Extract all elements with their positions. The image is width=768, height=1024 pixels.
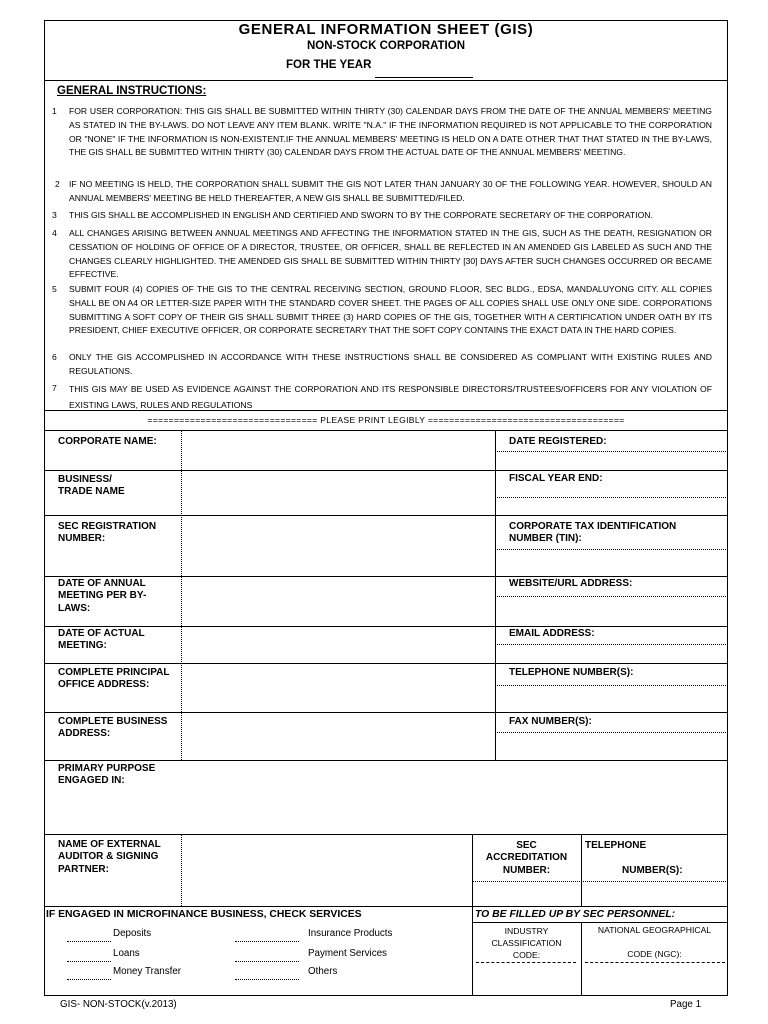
corporate-name-label: CORPORATE NAME:: [58, 436, 157, 447]
form-subtitle: NON-STOCK CORPORATION: [306, 40, 466, 52]
instruction-text: THIS GIS MAY BE USED AS EVIDENCE AGAINST THE CORPORATION AND ITS RESPONSIBLE DIRECTORS/TRUSTEES/OFFICERS FOR ANY VIOLATION OF EXISTING LAWS, RULES AND REGULATIONS: [69, 384, 712, 410]
instructions-title: GENERAL INSTRUCTIONS:: [57, 85, 207, 97]
divider: [44, 410, 728, 411]
principal-office-input[interactable]: [182, 664, 494, 711]
email-label: EMAIL ADDRESS:: [509, 628, 595, 639]
instruction-text: IF NO MEETING IS HELD, THE CORPORATION SHALL SUBMIT THE GIS NOT LATER THAN JANUARY 30 OF THE FOLLOWING YEAR. HOWEVER, SHOULD AN ANNUAL MEMBERS' MEETING BE HELD THEREAFTER, A NEW GIS SHALL BE SUBMITTED/FILED.: [69, 179, 712, 203]
print-legibly-banner: ================================ PLEASE PRINT LEGIBLY =====================================: [147, 415, 625, 425]
email-input[interactable]: [495, 644, 728, 645]
sec-registration-input[interactable]: [182, 516, 494, 575]
ngc-label-1: NATIONAL GEOGRAPHICAL: [597, 925, 712, 935]
form-version: GIS- NON-STOCK(v.2013): [60, 999, 177, 1010]
telephone-numbers-sub-label: NUMBER(S):: [622, 865, 683, 876]
for-the-year-label: FOR THE YEAR: [286, 59, 372, 71]
divider: [44, 80, 728, 81]
business-address-input[interactable]: [182, 713, 494, 759]
business-address-label: COMPLETE BUSINESS ADDRESS:: [58, 716, 168, 740]
fax-numbers-label: FAX NUMBER(S):: [509, 716, 592, 727]
instruction-text: FOR USER CORPORATION: THIS GIS SHALL BE SUBMITTED WITHIN THIRTY (30) CALENDAR DAYS FROM THE DATE OF THE ANNUAL MEMBERS' MEETING AS STATED IN THE BY-LAWS. DO NOT LEAVE ANY ITEM BLANK. WRITE "N.A." IF THE INFORMATION REQUIRED IS NOT APPLICABLE TO THE CORPORATION OR "NONE" IF THE INFORMATION IS NON-EXISTENT.IF THE ANNUAL MEMBERS' MEETING IS HELD ON A DATE OTHER THAT THAT STATED IN THE BY-LAWS, THE GIS SHALL BE SUBMITTED WITHIN THIRTY (30) CALENDAR DAYS FROM THE ACTUAL DATE OF THE ANNUAL MEMBERS' MEETING.: [69, 106, 712, 158]
ngc-label-2: CODE (NGC):: [627, 949, 682, 959]
column-divider: [581, 834, 582, 906]
website-input[interactable]: [495, 596, 728, 597]
instruction-number: 2: [55, 179, 60, 189]
row-divider: [44, 906, 728, 907]
telephone-input[interactable]: [495, 685, 728, 686]
sec-accreditation-label: SEC ACCREDITATION NUMBER:: [485, 840, 568, 876]
industry-code-label: INDUSTRY CLASSIFICATION CODE:: [491, 926, 562, 960]
deposits-checkbox[interactable]: [67, 941, 111, 942]
instruction-number: 7: [52, 383, 57, 393]
fiscal-year-end-input[interactable]: [495, 497, 728, 498]
corporate-name-input[interactable]: [182, 431, 494, 469]
instruction-number: 6: [52, 352, 57, 362]
insurance-checkbox[interactable]: [235, 941, 299, 942]
service-deposits-label: Deposits: [113, 928, 152, 939]
row-divider: [472, 922, 728, 923]
instruction-text: ONLY THE GIS ACCOMPLISHED IN ACCORDANCE WITH THESE INSTRUCTIONS SHALL BE CONSIDERED AS COMPLIANT WITH EXISTING RULES AND REGULATIONS.: [69, 352, 712, 376]
sec-personnel-title: TO BE FILLED UP BY SEC PERSONNEL:: [475, 909, 676, 920]
year-field[interactable]: [375, 77, 473, 78]
tin-label: CORPORATE TAX IDENTIFICATION NUMBER (TIN):: [509, 521, 677, 545]
service-payment-label: Payment Services: [308, 948, 387, 959]
payment-services-checkbox[interactable]: [235, 961, 299, 962]
instruction-text: THIS GIS SHALL BE ACCOMPLISHED IN ENGLISH AND CERTIFIED AND SWORN TO BY THE CORPORATE SECRETARY OF THE CORPORATION.: [69, 210, 653, 220]
column-divider: [495, 430, 496, 760]
external-auditor-label: NAME OF EXTERNAL AUDITOR & SIGNING PARTNER:: [58, 839, 161, 875]
accreditation-telephone-input[interactable]: [472, 881, 728, 882]
date-registered-input[interactable]: [495, 451, 728, 452]
service-others-label: Others: [308, 966, 338, 977]
sec-registration-label: SEC REGISTRATION NUMBER:: [58, 521, 157, 545]
external-auditor-input[interactable]: [182, 835, 471, 905]
trade-name-label: BUSINESS/ TRADE NAME: [58, 474, 125, 498]
service-insurance-label: Insurance Products: [308, 928, 393, 939]
tin-input[interactable]: [495, 549, 728, 550]
industry-code-input[interactable]: [476, 962, 576, 963]
date-registered-label: DATE REGISTERED:: [509, 436, 607, 447]
actual-meeting-label: DATE OF ACTUAL MEETING:: [58, 628, 145, 652]
microfinance-title: IF ENGAGED IN MICROFINANCE BUSINESS, CHECK SERVICES: [46, 909, 362, 920]
website-label: WEBSITE/URL ADDRESS:: [509, 578, 633, 589]
annual-meeting-label: DATE OF ANNUAL MEETING PER BY- LAWS:: [58, 578, 147, 614]
service-loans-label: Loans: [113, 948, 140, 959]
ngc-input[interactable]: [585, 962, 725, 963]
instruction-number: 3: [52, 210, 57, 220]
money-transfer-checkbox[interactable]: [67, 979, 111, 980]
loans-checkbox[interactable]: [67, 961, 111, 962]
instruction-number: 5: [52, 284, 57, 294]
instruction-number: 4: [52, 228, 57, 238]
fax-input[interactable]: [495, 732, 728, 733]
annual-meeting-input[interactable]: [182, 577, 494, 625]
instruction-text: SUBMIT FOUR (4) COPIES OF THE GIS TO THE CENTRAL RECEIVING SECTION, GROUND FLOOR, SEC BLDG., EDSA, MANDALUYONG CITY. ALL COPIES SHALL BE ON A4 OR LETTER-SIZE PAPER WITH THE STANDARD COVER SHEET. THE PAGES OF ALL COPIES SHALL USE ONLY ONE SIDE. CORPORATIONS SUBMITTING A SOFT COPY OF THEIR GIS SHALL SUBMIT THREE (3) HARD COPIES OF THE GIS, TOGETHER WITH A CERTIFICATION UNDER OATH BY ITS PRESIDENT, CHIEF EXECUTIVE OFFICER, OR CORPORATE SECRETARY THAT THE SOFT COPY CONTAINS THE EXACT DATA IN THE HARD COPIES.: [69, 284, 712, 336]
telephone-label: TELEPHONE: [585, 840, 647, 851]
primary-purpose-label: PRIMARY PURPOSE ENGAGED IN:: [58, 763, 156, 787]
instruction-number: 1: [52, 106, 57, 116]
primary-purpose-input[interactable]: [182, 761, 727, 833]
service-money-transfer-label: Money Transfer: [113, 966, 182, 977]
instruction-text: ALL CHANGES ARISING BETWEEN ANNUAL MEETINGS AND AFFECTING THE INFORMATION STATED IN THE GIS, SUCH AS THE DEATH, RESIGNATION OR CESSATION OF HOLDING OF OFFICE OF A DIRECTOR, TRUSTEE, OR OFFICER, SHALL BE REFLECTED IN AN AMENDED GIS LABELED AS SUCH AND THE CHANGES CLEARLY HIGHLIGHTED. THE AMENDED GIS SHALL BE SUBMITTED WITHIN THIRTY [30] DAYS AFTER SUCH CHANGES OCCURRED OR BECAME EFFECTIVE.: [69, 228, 712, 280]
actual-meeting-input[interactable]: [182, 627, 494, 662]
others-checkbox[interactable]: [235, 979, 299, 980]
principal-office-label: COMPLETE PRINCIPAL OFFICE ADDRESS:: [58, 667, 170, 691]
form-title: GENERAL INFORMATION SHEET (GIS): [238, 21, 534, 38]
telephone-numbers-label: TELEPHONE NUMBER(S):: [509, 667, 634, 678]
fiscal-year-end-label: FISCAL YEAR END:: [509, 473, 603, 484]
page-number: Page 1: [670, 999, 702, 1010]
trade-name-input[interactable]: [182, 471, 494, 514]
